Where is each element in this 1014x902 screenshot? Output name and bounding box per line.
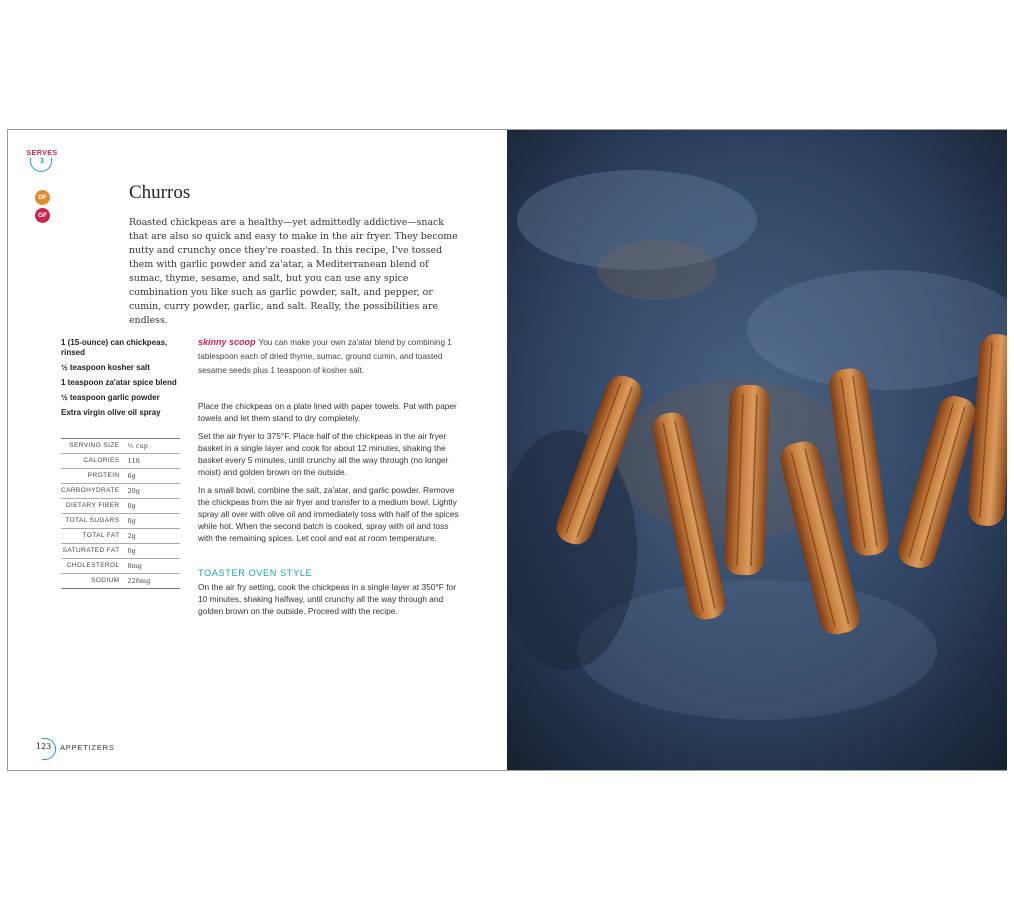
section-name: APPETIZERS bbox=[60, 743, 115, 752]
nutrition-label: CARBOHYDRATE bbox=[61, 484, 128, 499]
nutrition-label: CHOLESTEROL bbox=[61, 559, 128, 574]
nutrition-value: 20g bbox=[128, 484, 181, 499]
nutrition-value: 0g bbox=[128, 544, 181, 559]
nutrition-label: TOTAL FAT bbox=[61, 529, 128, 544]
page-number: 123 bbox=[36, 742, 52, 751]
nutrition-label: PROTEIN bbox=[61, 469, 128, 484]
dairy-free-badge: DF bbox=[35, 190, 50, 205]
nutrition-table bbox=[61, 438, 180, 589]
book-spread bbox=[7, 129, 1007, 771]
instruction-step: In a small bowl, combine the salt, za'atar, and garlic powder. Remove the chickpeas from the air fryer and transfer to a medium bowl. Lightly spray all over with olive oil and immediately toss with half of the spices while hot. When the second batch is cooked, spray with oil and toss with the remaining spices. Let cool and eat at room temperature. bbox=[198, 485, 459, 543]
ingredient-item: 1 (15-ounce) can chickpeas, rinsed bbox=[61, 338, 168, 357]
nutrition-row bbox=[61, 484, 180, 499]
recipe-intro: Roasted chickpeas are a healthy—yet admittedly addictive—snack that are also so quick and easy to make in the air fryer. They become nutty and crunchy once they're roasted. In this recipe, I've tossed them with garlic powder and za'atar, a Mediterranean blend of sumac, thyme, sesame, and salt, but you can use any spice combination you like such as garlic powder, salt, and pepper, or cumin, curry powder, garlic, and salt. Really, the possibilities are endless. bbox=[129, 217, 458, 326]
recipe-page bbox=[8, 130, 506, 770]
cinnamon-dust bbox=[597, 240, 717, 300]
gluten-free-badge: GF bbox=[35, 208, 50, 223]
instruction-step: Set the air fryer to 375°F. Place half of the chickpeas in the air fryer basket in a single layer and cook for about 12 minutes, shaking the basket every 5 minutes, until crunchy all the way through (no longer moist) and golden brown on the outside. bbox=[198, 431, 449, 477]
nutrition-label: TOTAL SUGARS bbox=[61, 514, 128, 529]
serves-label: SERVES bbox=[26, 150, 58, 157]
serves-count: 3 bbox=[40, 158, 44, 165]
nutrition-value: 0g bbox=[128, 499, 181, 514]
ingredient-item: ½ teaspoon garlic powder bbox=[61, 393, 160, 402]
nutrition-label: SERVING SIZE bbox=[61, 439, 128, 454]
skinny-scoop-note bbox=[198, 335, 458, 378]
nutrition-value: 118 bbox=[128, 454, 181, 469]
nutrition-value: 6g bbox=[128, 469, 181, 484]
nutrition-value: 0g bbox=[128, 514, 181, 529]
churros-photo bbox=[507, 130, 1007, 770]
nutrition-label: SATURATED FAT bbox=[61, 544, 128, 559]
nutrition-row bbox=[61, 499, 180, 514]
nutrition-value: 226mg bbox=[127, 577, 151, 585]
churros-photo-illustration bbox=[507, 130, 1007, 770]
serves-arc-icon bbox=[30, 158, 52, 172]
instruction-step: Place the chickpeas on a plate lined with paper towels. Pat with paper towels and let them stand to dry completely. bbox=[198, 401, 457, 423]
nutrition-row bbox=[61, 439, 180, 454]
ingredient-list bbox=[61, 338, 186, 423]
nutrition-row bbox=[61, 469, 180, 484]
nutrition-row bbox=[61, 559, 180, 574]
nutrition-label: SODIUM bbox=[91, 577, 120, 584]
recipe-title: Churros bbox=[129, 182, 191, 203]
skinny-scoop-tag: skinny scoop bbox=[198, 337, 256, 347]
nutrition-value: 0mg bbox=[128, 559, 181, 574]
nutrition-value: 2g bbox=[128, 529, 181, 544]
churro bbox=[724, 384, 771, 575]
ingredient-item: 1 teaspoon za'atar spice blend bbox=[61, 378, 177, 387]
ingredient-item: ½ teaspoon kosher salt bbox=[61, 363, 150, 372]
ingredient-item: Extra virgin olive oil spray bbox=[61, 408, 161, 417]
slate-texture bbox=[577, 580, 937, 720]
toaster-oven-heading: TOASTER OVEN STYLE bbox=[198, 568, 313, 578]
skinny-scoop-text: You can make your own za'atar blend by combining 1 tablespoon each of dried thyme, sumac, ground cumin, and toasted sesame seeds plus 1 teaspoon of kosher salt. bbox=[198, 338, 452, 375]
nutrition-row bbox=[61, 544, 180, 559]
nutrition-label: CALORIES bbox=[61, 454, 128, 469]
serves-indicator bbox=[26, 150, 58, 166]
nutrition-row bbox=[61, 514, 180, 529]
nutrition-row bbox=[61, 529, 180, 544]
nutrition-value: ½ cup bbox=[128, 439, 181, 454]
toaster-oven-text: On the air fry setting, cook the chickpeas in a single layer at 350°F for 10 minutes, shaking halfway, until crunchy all the way through and golden brown on the outside. Proceed with the recipe. bbox=[198, 582, 456, 616]
nutrition-row bbox=[61, 454, 180, 469]
nutrition-label: DIETARY FIBER bbox=[61, 499, 128, 514]
nutrition-row bbox=[61, 574, 180, 589]
